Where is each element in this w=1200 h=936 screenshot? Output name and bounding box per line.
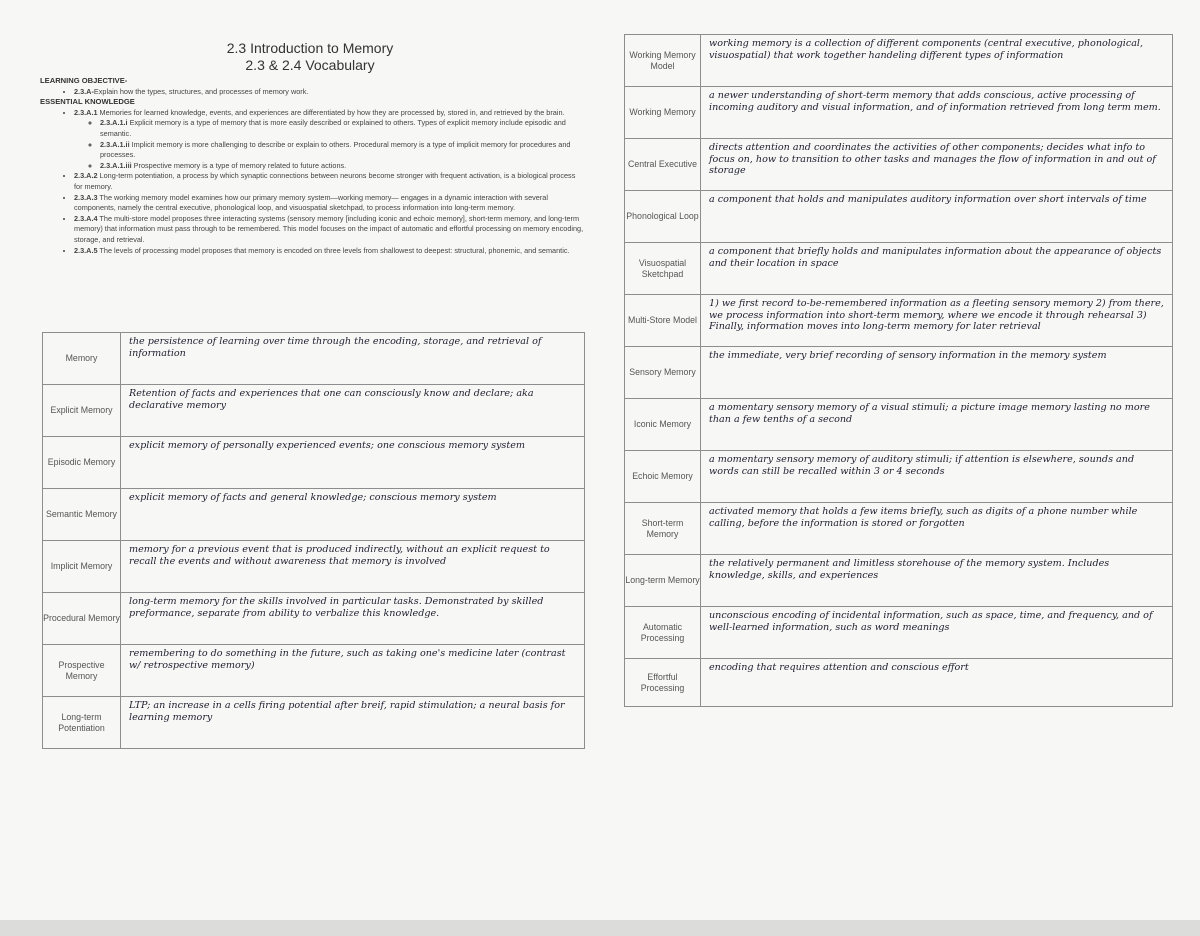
definition-cell: working memory is a collection of different components (central executive, phonological, visuospatial) that work together handeling different types of information: [701, 35, 1173, 87]
knowledge-subitem: ◦ 2.3.A.1.ii Implicit memory is more challenging to describe or explain to others. Procedural memory is a type of implicit memory for procedures and processes.: [100, 140, 585, 161]
title-block: [180, 40, 440, 74]
table-row: [43, 333, 585, 385]
table-row: [625, 451, 1173, 503]
knowledge-item: • 2.3.A.2 Long-term potentiation, a process by which synaptic connections between neurons become stronger with frequent activation, is a biological process for memory.: [74, 171, 585, 192]
table-row: [625, 295, 1173, 347]
term-cell: Memory: [43, 333, 121, 385]
table-row: [43, 645, 585, 697]
knowledge-item: • 2.3.A.4 The multi-store model proposes three interacting systems (sensory memory [including iconic and echoic memory], short-term memory, and long-term memory) that information must pass through to be remembered. This model focuses on the impact of automatic and effortful processing on memory encoding, storage, and retrieval.: [74, 214, 585, 246]
definition-cell: 1) we first record to-be-remembered information as a fleeting sensory memory 2) from there, we process information into short-term memory, where we encode it through rehearsal 3) Finally, information moves into long-term memory for later retrieval: [701, 295, 1173, 347]
table-row: [625, 399, 1173, 451]
definition-cell: unconscious encoding of incidental information, such as space, time, and frequency, and of well-learned information, such as word meanings: [701, 607, 1173, 659]
definition-cell: LTP; an increase in a cells firing potential after breif, rapid stimulation; a neural basis for learning memory: [121, 697, 585, 749]
essential-knowledge-list: [40, 108, 585, 256]
term-cell: Explicit Memory: [43, 385, 121, 437]
term-cell: Automatic Processing: [625, 607, 701, 659]
term-cell: Echoic Memory: [625, 451, 701, 503]
learning-objective-list: [40, 87, 585, 98]
definition-cell: the persistence of learning over time through the encoding, storage, and retrieval of information: [121, 333, 585, 385]
knowledge-subitem: ◦ 2.3.A.1.iii Prospective memory is a type of memory related to future actions.: [100, 161, 585, 172]
definition-cell: remembering to do something in the future, such as taking one's medicine later (contrast w/ retrospective memory): [121, 645, 585, 697]
learning-objective-heading: LEARNING OBJECTIVE-: [40, 76, 128, 85]
knowledge-item: • 2.3.A.3 The working memory model examines how our primary memory system—working memory— engages in a dynamic interaction with several components, namely the central executive, phonological loop, and visuospatial sketchpad, to process information into long-term memory.: [74, 193, 585, 214]
knowledge-item: • 2.3.A.1 Memories for learned knowledge, events, and experiences are differentiated by how they are processed by, stored in, and retrieved by the brain. ◦ 2.3.A.1.i Explicit memory is a type of memory that is more easily described or explained to others. Types of explicit memory include episodic and semantic. ◦ 2.3.A.1.ii Implicit memory is more challenging to describe or explain to others. Procedural memory is a type of implicit memory for procedures and processes. ◦ 2.3.A.1.iii Prospective memory is a type of memory related to future actions.: [74, 108, 585, 172]
term-cell: Iconic Memory: [625, 399, 701, 451]
table-row: [625, 243, 1173, 295]
term-cell: Short-term Memory: [625, 503, 701, 555]
definition-cell: Retention of facts and experiences that one can consciously know and declare; aka declarative memory: [121, 385, 585, 437]
term-cell: Procedural Memory: [43, 593, 121, 645]
table-row: [625, 607, 1173, 659]
term-cell: Sensory Memory: [625, 347, 701, 399]
table-row: [625, 139, 1173, 191]
table-row: [625, 659, 1173, 707]
essential-knowledge-heading: ESSENTIAL KNOWLEDGE: [40, 97, 135, 107]
table-row: [43, 437, 585, 489]
definition-cell: explicit memory of personally experienced events; one conscious memory system: [121, 437, 585, 489]
table-row: [625, 503, 1173, 555]
definition-cell: a momentary sensory memory of a visual stimuli; a picture image memory lasting no more than a few tenths of a second: [701, 399, 1173, 451]
table-row: [625, 191, 1173, 243]
definition-cell: the relatively permanent and limitless storehouse of the memory system. Includes knowledge, skills, and experiences: [701, 555, 1173, 607]
term-cell: Episodic Memory: [43, 437, 121, 489]
definition-cell: memory for a previous event that is produced indirectly, without an explicit request to recall the events and without awareness that memory is involved: [121, 541, 585, 593]
table-row: [43, 541, 585, 593]
table-row: [43, 697, 585, 749]
table-row: [43, 385, 585, 437]
definition-cell: directs attention and coordinates the activities of other components; decides what info to focus on, how to transition to other tasks and manages the flow of information in and out of storage: [701, 139, 1173, 191]
table-row: [43, 593, 585, 645]
term-cell: Central Executive: [625, 139, 701, 191]
term-cell: Multi-Store Model: [625, 295, 701, 347]
term-cell: Phonological Loop: [625, 191, 701, 243]
term-cell: Working Memory Model: [625, 35, 701, 87]
term-cell: Prospective Memory: [43, 645, 121, 697]
vocab-table-right: [624, 34, 1173, 707]
knowledge-sublist: [74, 118, 585, 171]
page-edge: [0, 920, 1200, 936]
vocab-table-left: [42, 332, 585, 749]
table-row: [625, 555, 1173, 607]
definition-cell: a momentary sensory memory of auditory stimuli; if attention is elsewhere, sounds and words can still be recalled within 3 or 4 seconds: [701, 451, 1173, 503]
term-cell: Working Memory: [625, 87, 701, 139]
page-title: 2.3 Introduction to Memory: [226, 40, 394, 56]
term-cell: Long-term Memory: [625, 555, 701, 607]
definition-cell: long-term memory for the skills involved in particular tasks. Demonstrated by skilled preformance, separate from ability to verbalize this knowledge.: [121, 593, 585, 645]
definition-cell: a component that holds and manipulates auditory information over short intervals of time: [701, 191, 1173, 243]
table-row: [43, 489, 585, 541]
knowledge-subitem: ◦ 2.3.A.1.i Explicit memory is a type of memory that is more easily described or explained to others. Types of explicit memory include episodic and semantic.: [100, 118, 585, 139]
table-row: [625, 35, 1173, 87]
term-cell: Long-term Potentiation: [43, 697, 121, 749]
definition-cell: explicit memory of facts and general knowledge; conscious memory system: [121, 489, 585, 541]
term-cell: Visuospatial Sketchpad: [625, 243, 701, 295]
learning-objective-item: • 2.3.A-Explain how the types, structures, and processes of memory work.: [74, 87, 585, 98]
definition-cell: the immediate, very brief recording of sensory information in the memory system: [701, 347, 1173, 399]
definition-cell: encoding that requires attention and conscious effort: [701, 659, 1173, 707]
definition-cell: activated memory that holds a few items briefly, such as digits of a phone number while calling, before the information is stored or forgotten: [701, 503, 1173, 555]
table-row: [625, 87, 1173, 139]
term-cell: Semantic Memory: [43, 489, 121, 541]
definition-cell: a component that briefly holds and manipulates information about the appearance of objects and their location in space: [701, 243, 1173, 295]
term-cell: Implicit Memory: [43, 541, 121, 593]
table-row: [625, 347, 1173, 399]
page-subtitle: 2.3 & 2.4 Vocabulary: [245, 57, 375, 73]
definition-cell: a newer understanding of short-term memory that adds conscious, active processing of incoming auditory and visual information, and of information retrieved from long term mem.: [701, 87, 1173, 139]
term-cell: Effortful Processing: [625, 659, 701, 707]
knowledge-item: • 2.3.A.5 The levels of processing model proposes that memory is encoded on three levels from shallowest to deepest: structural, phonemic, and semantic.: [74, 246, 585, 257]
objectives-section: [40, 76, 585, 256]
